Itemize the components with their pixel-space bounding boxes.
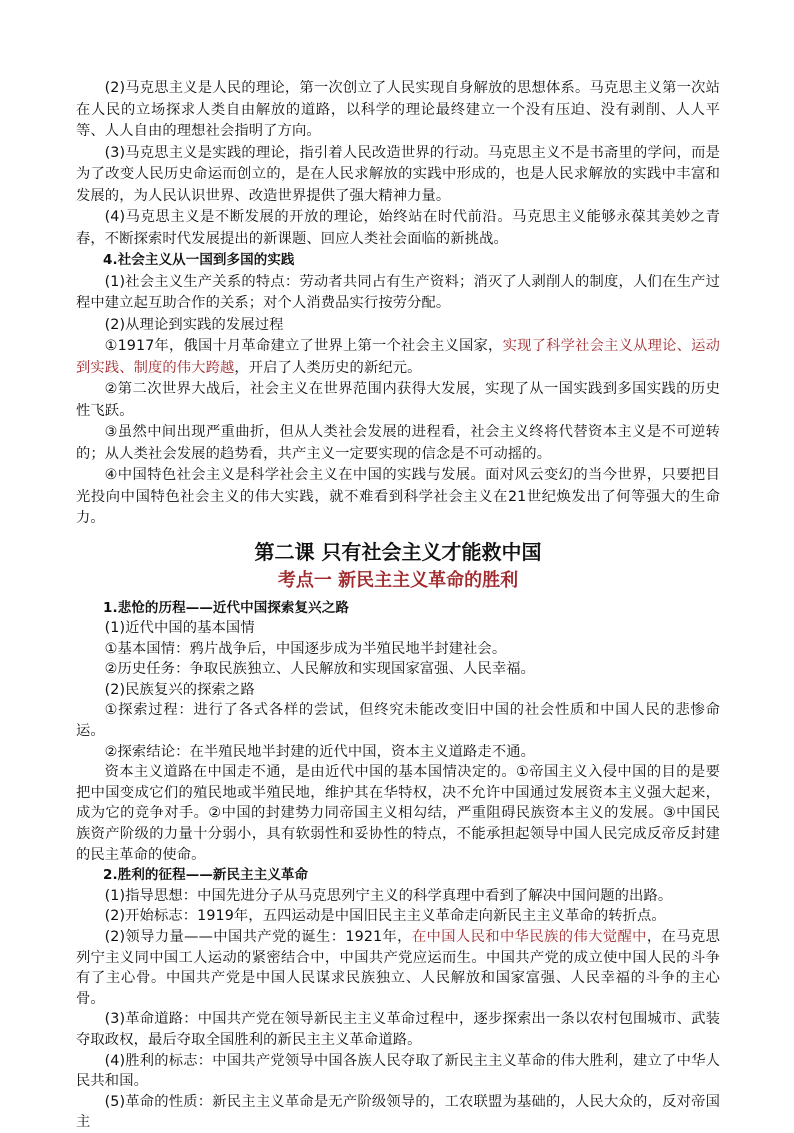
paragraph: (1)近代中国的基本国情 — [104, 620, 255, 637]
paragraph: (3)革命道路：中国共产党在领导新民主主义革命过程中，逐步探索出一条以农村包围城市、武装夺取政权，最后夺取全国胜利的新民主主义革命道路。 — [76, 1011, 720, 1048]
paragraph — [76, 927, 720, 1009]
text-run: ，在马克思列宁主义同中国工人运动的紧密结合中，中国共产党应运而生。中国共产党的成立使中国人民的斗争有了主心骨。中国共产党是中国人民谋求民族独立、人民解放和国家富强、人民幸福的斗争的主心骨。 — [76, 929, 720, 1007]
paragraph: ④中国特色社会主义是科学社会主义在中国的实践与发展。面对风云变幻的当今世界，只要把目光投向中国特色社会主义的伟大实践，就不难看到科学社会主义在21世纪焕发出了何等强大的生命力。 — [76, 467, 720, 526]
document-page — [76, 78, 720, 1133]
paragraph: (2)民族复兴的探索之路 — [104, 681, 255, 698]
text-run: ，开启了人类历史的新纪元。 — [234, 359, 422, 376]
paragraph: (1)社会主义生产关系的特点：劳动者共同占有生产资料；消灭了人剥削人的制度，人们在生产过程中建立起互助合作的关系；对个人消费品实行按劳分配。 — [76, 273, 720, 311]
highlighted-text: 实现了科学社会主义从理论、运动到实践、制度的伟大跨越 — [76, 338, 720, 376]
section-heading: 2.胜利的征程——新民主主义革命 — [103, 867, 309, 884]
paragraph: (2)从理论到实践的发展过程 — [104, 316, 284, 333]
paragraph: (2)马克思主义是人民的理论，第一次创立了人民实现自身解放的思想体系。马克思主义第一次站在人民的立场探求人类自由解放的道路，以科学的理论最终建立一个没有压迫、没有剥削、人人平等、人人自由的理想社会指明了方向。 — [76, 80, 720, 139]
highlighted-text: 在中国人民和中华民族的伟大觉醒中 — [411, 929, 647, 945]
paragraph — [76, 336, 720, 379]
paragraph: (4)马克思主义是不断发展的开放的理论，始终站在时代前沿。马克思主义能够永葆其美妙之青春，不断探索时代发展提出的新课题、回应人类社会面临的新挑战。 — [76, 209, 720, 247]
paragraph: (1)指导思想：中国先进分子从马克思列宁主义的科学真理中看到了解决中国问题的出路。 — [104, 887, 673, 904]
paragraph: (2)开始标志：1919年，五四运动是中国旧民主主义革命走向新民主主义革命的转折点。 — [104, 908, 666, 925]
paragraph: (3)马克思主义是实践的理论，指引着人民改造世界的行动。马克思主义不是书斋里的学问，而是为了改变人民历史命运而创立的，是在人民求解放的实践中形成的，也是人民求解放的实践中丰富和发展的，为人民认识世界、改造世界提供了强大精神力量。 — [76, 144, 720, 204]
section-heading: 4.社会主义从一国到多国的实践 — [103, 252, 295, 268]
paragraph: (5)革命的性质：新民主主义革命是无产阶级领导的，工农联盟为基础的，人民大众的，反对帝国主 — [76, 1093, 720, 1131]
paragraph: ②探索结论：在半殖民地半封建的近代中国，资本主义道路走不通。 — [104, 743, 536, 760]
lesson-title: 第二课 只有社会主义才能救中国 — [254, 539, 542, 564]
paragraph: ②第二次世界大战后，社会主义在世界范围内获得大发展，实现了从一国实践到多国实践的历史性飞跃。 — [76, 381, 720, 419]
text-run: (2)领导力量——中国共产党的诞生：1921年， — [104, 929, 412, 945]
paragraph: 资本主义道路在中国走不通，是由近代中国的基本国情决定的。①帝国主义入侵中国的目的是要把中国变成它们的殖民地或半殖民地，维护其在华特权，决不允许中国通过发展资本主义强大起来，成为它的竞争对手。②中国的封建势力同帝国主义相勾结，严重阻碍民族资本主义的发展。③中国民族资产阶级的力量十分弱小，具有软弱性和妥协性的特点，不能承担起领导中国人民完成反帝反封建的民主革命的使命。 — [76, 764, 720, 863]
section-heading: 1.悲怆的历程——近代中国探索复兴之路 — [103, 599, 349, 616]
paragraph: ②历史任务：争取民族独立、人民解放和实现国家富强、人民幸福。 — [104, 661, 536, 678]
paragraph: ③虽然中间出现严重曲折，但从人类社会发展的进程看，社会主义终将代替资本主义是不可逆转的；从人类社会发展的趋势看，共产主义一定要实现的信念是不可动摇的。 — [76, 424, 720, 462]
paragraph: (4)胜利的标志：中国共产党领导中国各族人民夺取了新民主主义革命的伟大胜利，建立了中华人民共和国。 — [76, 1052, 720, 1090]
paragraph: ①基本国情：鸦片战争后，中国逐步成为半殖民地半封建社会。 — [104, 640, 507, 657]
exam-point-title: 考点一 新民主主义革命的胜利 — [277, 569, 519, 591]
text-run: ①1917年，俄国十月革命建立了世界上第一个社会主义国家， — [104, 338, 503, 354]
paragraph: ①探索过程：进行了各式各样的尝试，但终究未能改变旧中国的社会性质和中国人民的悲惨命运。 — [76, 702, 720, 740]
